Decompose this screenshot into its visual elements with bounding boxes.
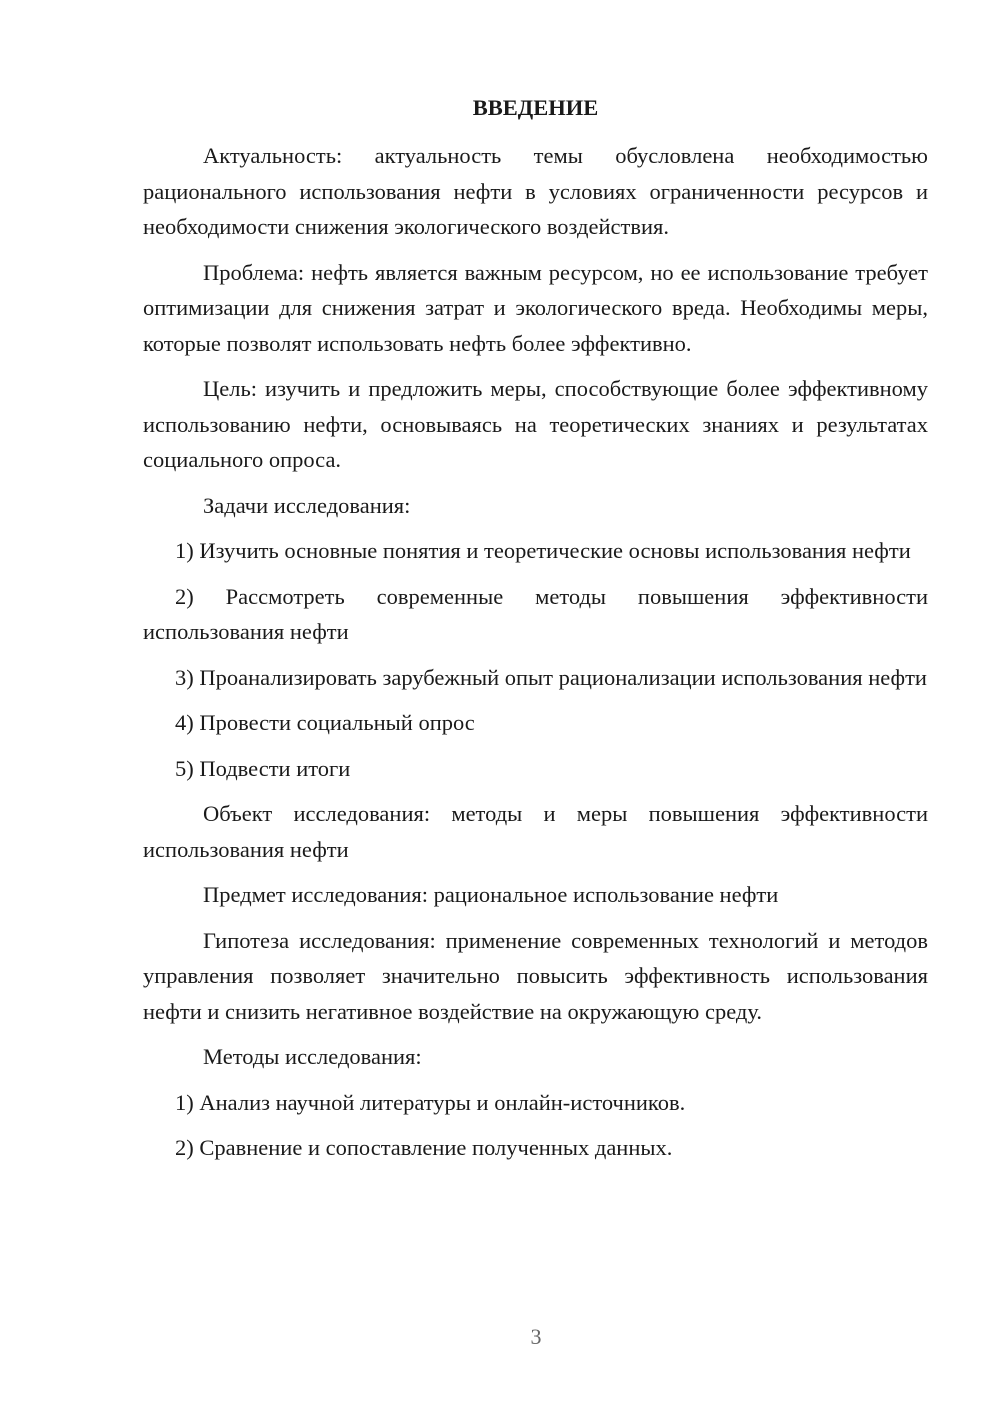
problem-paragraph: Проблема: нефть является важным ресурсом, но ее использование требует оптимизации для снижения затрат и экологического вреда. Необходимы меры, которые позволят использовать нефть более эффективно.: [143, 259, 928, 356]
relevance-paragraph: Актуальность: актуальность темы обусловлена необходимостью рационального использования нефти в условиях ограниченности ресурсов и необходимости снижения экологического воздействия.: [143, 143, 928, 239]
subject-paragraph: Предмет исследования: рациональное использование нефти: [203, 882, 779, 907]
goal-paragraph: Цель: изучить и предложить меры, способствующие более эффективному использованию нефти, основываясь на теоретических знаниях и результатах социального опроса.: [143, 376, 928, 472]
tasks-heading: Задачи исследования:: [203, 492, 411, 518]
hypothesis-paragraph: Гипотеза исследования: применение современных технологий и методов управления позволяет значительно повысить эффективность использования нефти и снизить негативное воздействие на окружающую среду.: [143, 927, 928, 1024]
task-item-5: 5) Подвести итоги: [175, 755, 351, 781]
page-title: ВВЕДЕНИЕ: [472, 95, 599, 120]
task-item-4: 4) Провести социальный опрос: [175, 710, 475, 735]
document-page: [143, 88, 928, 1176]
page-number: 3: [530, 1324, 542, 1349]
method-item-2: 2) Сравнение и сопоставление полученных данных.: [175, 1135, 673, 1160]
object-paragraph: Объект исследования: методы и меры повышения эффективности использования нефти: [143, 801, 928, 862]
method-item-1: 1) Анализ научной литературы и онлайн-источников.: [175, 1089, 686, 1115]
task-item-3: 3) Проанализировать зарубежный опыт рационализации использования нефти: [175, 664, 927, 690]
methods-heading: Методы исследования:: [203, 1044, 422, 1069]
task-item-2: 2) Рассмотреть современные методы повышения эффективности использования нефти: [143, 583, 928, 644]
task-item-1: 1) Изучить основные понятия и теоретические основы использования нефти: [175, 538, 911, 563]
